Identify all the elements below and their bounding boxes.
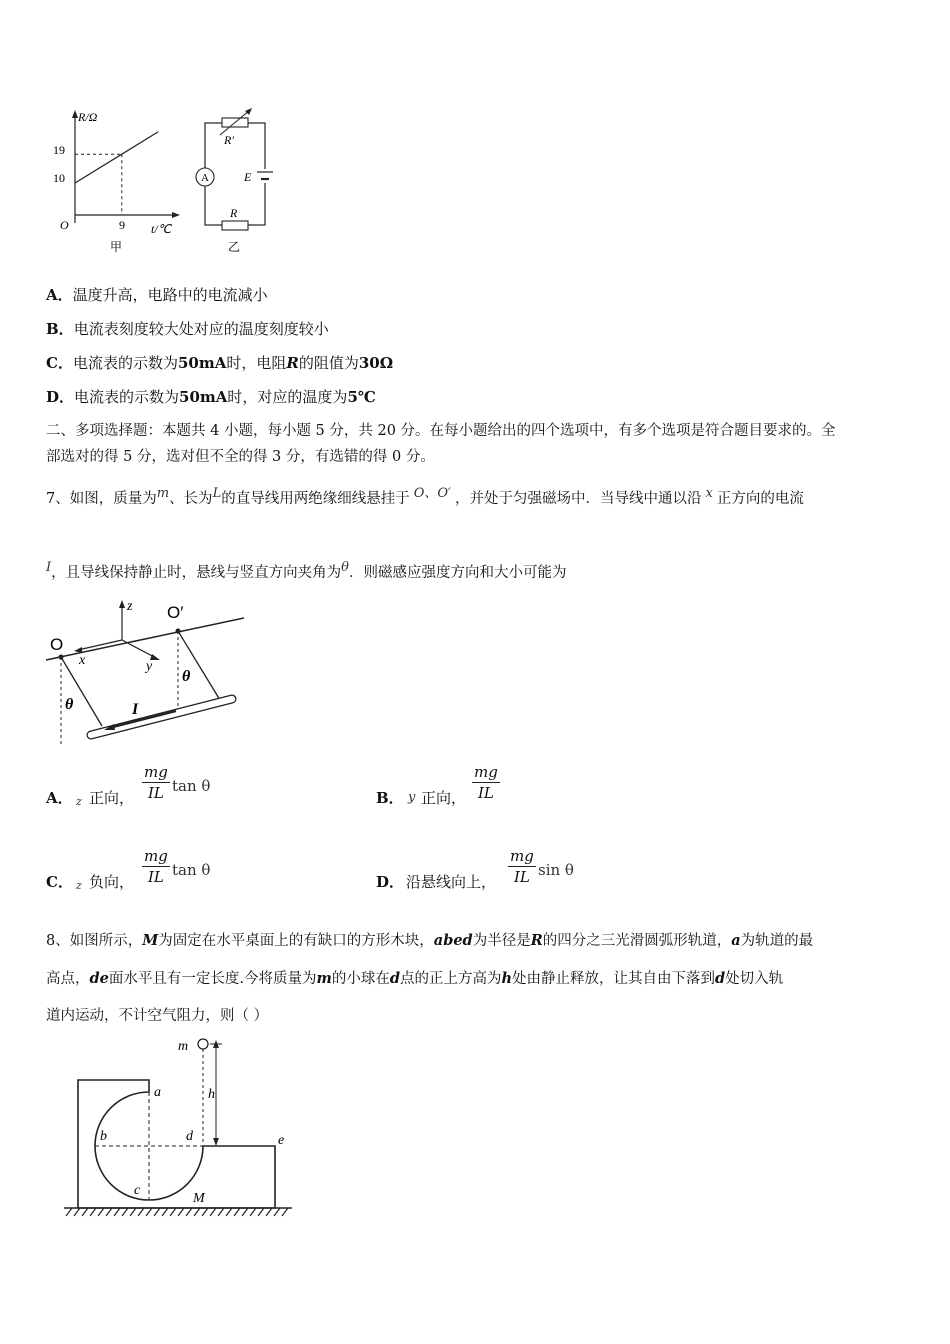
resistor-label: R [230, 206, 238, 220]
q8-stem-line1 [46, 930, 813, 952]
q7-option-a[interactable] [46, 763, 346, 813]
caption-yi: 乙 [228, 240, 241, 254]
axis-var: z [76, 795, 82, 808]
trig-function: tan θ [172, 861, 211, 879]
ammeter-label: A [201, 172, 209, 184]
trig-function: tan θ [172, 777, 211, 795]
option-text: 电流表的示数为 [74, 388, 180, 406]
q7-text: 的直导线用两绝缘细线悬挂于 [221, 490, 410, 507]
label-y: y [146, 659, 153, 674]
track-block-svg [60, 1036, 296, 1226]
axis-var: y [408, 790, 416, 805]
suspended-wire-svg [44, 598, 244, 750]
label-d: d [186, 1129, 193, 1144]
q7-option-d[interactable] [376, 847, 676, 897]
theta-right: θ [182, 668, 191, 685]
x-axis-label: t/℃ [151, 222, 172, 236]
var-m: m [156, 486, 170, 501]
var-l: L [212, 486, 222, 501]
variable-r: R [286, 354, 299, 372]
label-o-prime: O′ [167, 603, 184, 622]
trig-function: sin θ [538, 861, 574, 879]
q7-stem-line1 [46, 483, 804, 510]
var-o-oprime: O、O′ [413, 486, 451, 501]
y-tick-19: 19 [53, 143, 65, 157]
numerator: mg [510, 847, 534, 865]
denominator: IL [477, 784, 494, 802]
option-text: 时，电阻 [226, 354, 287, 372]
q8-text: 处切入轨 [725, 971, 784, 987]
option-text: 的阻值为 [298, 354, 359, 372]
option-letter: A． [46, 286, 73, 304]
var-d: d [715, 970, 726, 987]
support-bar [46, 618, 244, 660]
q7-option-b[interactable] [376, 763, 676, 813]
fraction-mg-il [472, 763, 500, 802]
section2-line1: 二、多项选择题：本题共 4 小题，每小题 5 分，共 20 分。在每小题给出的四个选项中，有多个选项是符合题目要求的。全 [46, 423, 836, 439]
denominator: IL [147, 868, 164, 886]
label-b: b [100, 1129, 107, 1144]
q8-stem-line2 [46, 968, 783, 990]
var-r: R [530, 932, 543, 949]
var-h: h [501, 970, 513, 987]
section2-line2: 部选对的得 5 分，选对但不全的得 3 分，有选错的得 0 分。 [46, 449, 435, 465]
q7-text: 7、如图，质量为 [46, 490, 157, 507]
direction-text: 正向， [89, 789, 135, 807]
q6-option-a[interactable] [46, 284, 268, 306]
resistance-value: 30Ω [358, 354, 394, 372]
var-m-ball: m [316, 970, 332, 987]
q7-option-c[interactable] [46, 847, 346, 897]
q7-stem-line2 [46, 557, 566, 584]
y-axis-label: R/Ω [78, 110, 98, 124]
caption-jia: 甲 [110, 240, 123, 254]
q8-stem-line3: 道内运动，不计空气阻力，则（ ） [46, 1008, 269, 1024]
q8-text: 点的正上方高为 [399, 971, 502, 987]
q8-text: 为轨道的最 [740, 933, 814, 949]
q8-text: 为固定在水平桌面上的有缺口的方形木块， [158, 933, 434, 949]
q8-text: 高点， [46, 971, 90, 987]
option-text: 电流表的示数为 [72, 354, 178, 372]
current-value: 50mA [177, 354, 227, 372]
var-a: a [731, 932, 741, 949]
numerator: mg [144, 847, 168, 865]
q8-text: 8、如图所示， [46, 933, 143, 949]
label-h: h [208, 1087, 215, 1102]
q8-text: 的四分之三光滑圆弧形轨道， [542, 933, 732, 949]
q8-text: 处由静止释放，让其自由下落到 [512, 971, 716, 987]
ball [198, 1039, 208, 1049]
q7-text: ．则磁感应强度方向和大小可能为 [348, 564, 567, 581]
label-current: I [132, 701, 139, 718]
label-m: m [178, 1039, 189, 1054]
denominator: IL [513, 868, 530, 886]
label-x: x [79, 653, 86, 668]
numerator: mg [474, 763, 498, 781]
label-o: O [50, 635, 64, 654]
x-axis-arrow [172, 212, 180, 218]
option-letter: C． [46, 873, 73, 891]
denominator: IL [147, 784, 164, 802]
figure-graph-and-circuit [50, 105, 290, 265]
var-i: I [46, 560, 52, 575]
direction-text: 正向， [421, 789, 467, 807]
var-d: d [389, 970, 400, 987]
resistance-line [75, 132, 158, 183]
q7-text: 正方向的电流 [716, 490, 804, 507]
option-letter: B． [46, 320, 74, 338]
label-a: a [154, 1085, 161, 1100]
option-letter: A． [46, 789, 73, 807]
origin-label: O [60, 218, 69, 232]
label-z: z [127, 599, 133, 614]
numerator: mg [144, 763, 168, 781]
var-abed: abed [433, 932, 473, 949]
q8-text: 面水平且有一定长度.今将质量为 [108, 971, 317, 987]
axis-var: z [76, 879, 82, 892]
x-tick-9: 9 [119, 218, 125, 232]
figure-track-block [60, 1036, 296, 1226]
q8-text: 为半径是 [472, 933, 531, 949]
theta-left: θ [65, 696, 74, 713]
fraction-mg-il [142, 763, 170, 802]
option-letter: D． [376, 873, 405, 891]
fraction-mg-il [508, 847, 536, 886]
y-axis [122, 640, 156, 658]
resistance-temperature-graph-svg [50, 105, 290, 265]
option-text: 时，对应的温度为 [227, 388, 348, 406]
variable-resistor-label: R′ [224, 133, 234, 147]
var-m-block: M [142, 932, 159, 949]
q7-text: ，且导线保持静止时，悬线与竖直方向夹角为 [51, 564, 342, 581]
option-text: 电流表刻度较大处对应的温度刻度较小 [73, 320, 329, 338]
label-c: c [134, 1183, 141, 1198]
figure-suspended-wire [44, 598, 244, 750]
q6-option-c[interactable] [46, 352, 393, 374]
q6-option-d[interactable] [46, 386, 376, 408]
var-x: x [705, 486, 713, 501]
option-letter: D． [46, 388, 75, 406]
q7-text: ，并处于匀强磁场中．当导线中通以沿 [454, 490, 702, 507]
temperature-value: 5℃ [347, 388, 376, 406]
label-block-m: M [193, 1191, 205, 1206]
var-de: de [89, 970, 109, 987]
q8-text: 的小球在 [331, 971, 390, 987]
option-letter: B． [376, 789, 404, 807]
current-value: 50mA [179, 388, 228, 406]
fraction-mg-il [142, 847, 170, 886]
block-outline [78, 1080, 275, 1208]
label-e: e [278, 1133, 285, 1148]
q6-option-b[interactable] [46, 318, 329, 340]
option-letter: C． [46, 354, 73, 372]
fixed-resistor [222, 221, 248, 230]
option-text: 温度升高，电路中的电流减小 [72, 286, 268, 304]
direction-text: 沿悬线向上， [406, 873, 497, 891]
direction-text: 负向， [89, 873, 135, 891]
battery-label: E [244, 170, 252, 184]
ground-hatching [66, 1208, 288, 1216]
y-tick-10: 10 [53, 171, 65, 185]
var-theta: θ [341, 560, 349, 575]
q7-text: 、长为 [169, 490, 213, 507]
thread-right [178, 631, 220, 700]
